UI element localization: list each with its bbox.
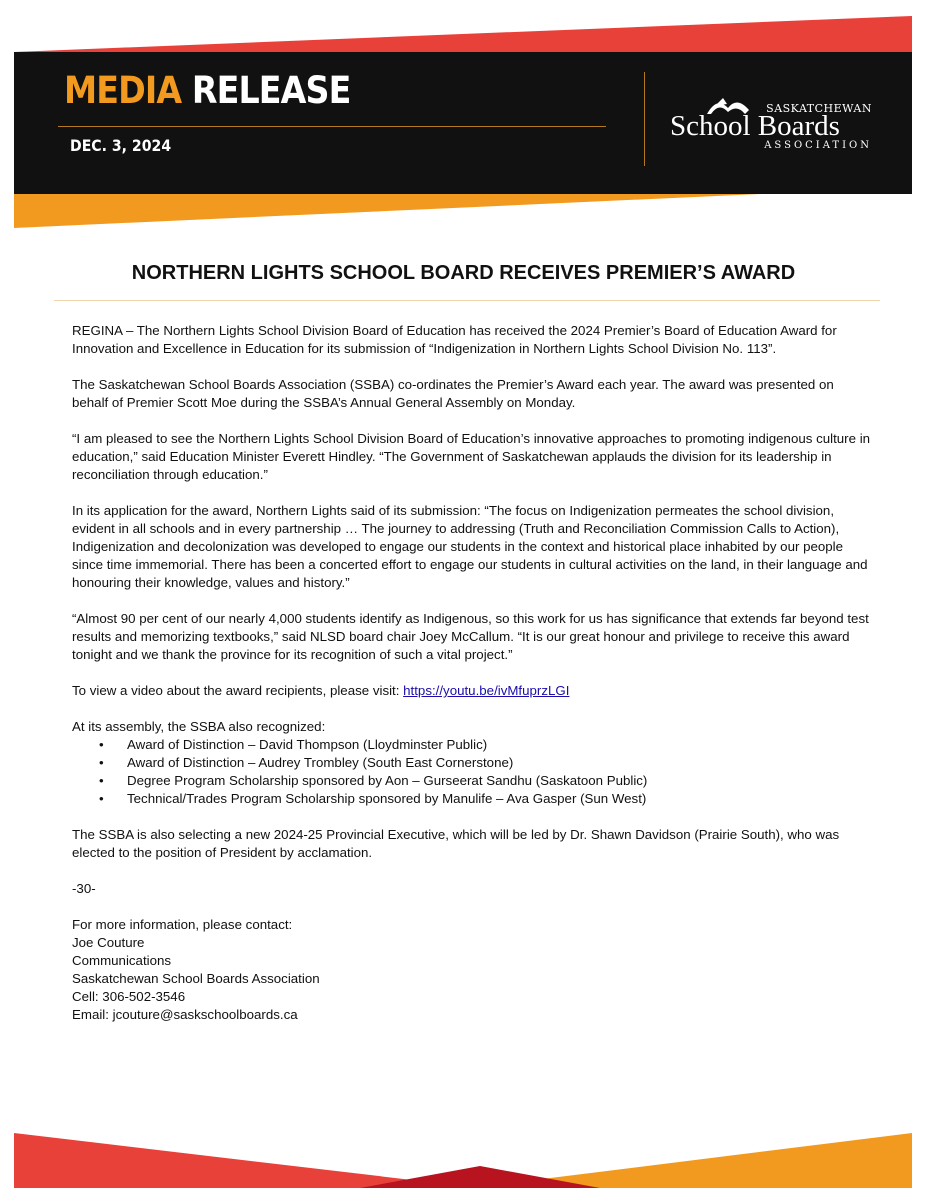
banner-orange-stripe: [14, 194, 760, 228]
video-paragraph: [72, 682, 872, 700]
logo-line-2: School Boards: [670, 110, 840, 142]
bullet: •: [99, 791, 104, 806]
list-item: • Technical/Trades Program Scholarship sponsored by Manulife – Ava Gasper (Sun West): [99, 791, 647, 806]
video-link[interactable]: https://youtu.be/ivMfuprzLGI: [403, 683, 570, 698]
list-intro: At its assembly, the SSBA also recognized:: [72, 719, 326, 734]
title-media: MEDIA: [64, 69, 182, 112]
paragraph-5: “Almost 90 per cent of our nearly 4,000 students identify as Indigenous, so this work for us has significance that extends far beyond test results and memorizing textbooks,” said NLSD board chair Joey McCallum. “It is our great honour and privilege to receive this award tonight and we thank the province for its recognition of such a vital project.”: [72, 611, 869, 662]
bullet: •: [99, 737, 104, 752]
paragraph-3: “I am pleased to see the Northern Lights School Division Board of Education’s innovative approaches to promoting indigenous culture in education,” said Education Minister Everett Hindley. “The Government of Saskatchewan applauds the division for its leadership in reconciliation through education.”: [72, 431, 871, 482]
footer-banner: [0, 1128, 927, 1200]
recognition-list: [72, 736, 872, 808]
contact-intro: For more information, please contact:: [72, 917, 293, 932]
logo-line-1: SASKATCHEWAN: [766, 102, 872, 115]
contact-block: [72, 916, 872, 1024]
release-date: DEC. 3, 2024: [70, 136, 172, 155]
contact-name: Joe Couture: [72, 935, 145, 950]
bullet: •: [99, 773, 104, 788]
release-body: [72, 322, 872, 1024]
title-release: RELEASE: [191, 69, 351, 112]
paragraph-2: The Saskatchewan School Boards Association (SSBA) co-ordinates the Premier’s Award each year. The award was presented on behalf of Premier Scott Moe during the SSBA’s Annual General Assembly on Monday.: [72, 377, 834, 410]
title-rule: [58, 126, 606, 127]
headline-rule: [54, 300, 880, 301]
list-item: • Award of Distinction – David Thompson (Lloydminster Public): [99, 737, 488, 752]
contact-email: Email: jcouture@saskschoolboards.ca: [72, 1007, 298, 1022]
contact-org: Saskatchewan School Boards Association: [72, 971, 320, 986]
contact-cell: Cell: 306-502-3546: [72, 989, 186, 1004]
headline: NORTHERN LIGHTS SCHOOL BOARD RECEIVES PREMIER’S AWARD: [131, 262, 796, 284]
list-item: • Degree Program Scholarship sponsored by Aon – Gurseerat Sandhu (Saskatoon Public): [99, 773, 648, 788]
media-release-title: [64, 69, 351, 112]
paragraph-1: REGINA – The Northern Lights School Division Board of Education has received the 2024 Premier’s Board of Education Award for Innovation and Excellence in Education for its submission of “Indigenization in Northern Lights School Division No. 113”.: [72, 323, 837, 356]
header-divider: [644, 72, 645, 166]
paragraph-4: In its application for the award, Northern Lights said of its submission: “The focus on Indigenization permeates the school division, evident in all schools and in every partnership … The journey to addressing (Truth and Reconciliation Commission Calls to Action), Indigenization and decolonization was developed to engage our students in the context and historical place inhabited by our people since time immemorial. There has been a concerted effort to engage our students in cultural activities on the land, in their language and honouring their knowledge, values and history.”: [72, 503, 868, 590]
video-text: To view a video about the award recipients, please visit:: [72, 683, 400, 698]
bullet: •: [99, 755, 104, 770]
list-item: • Award of Distinction – Audrey Trombley (South East Cornerstone): [99, 755, 514, 770]
contact-role: Communications: [72, 953, 172, 968]
end-mark: -30-: [72, 881, 96, 896]
banner-red-stripe: [14, 16, 912, 56]
paragraph-6: The SSBA is also selecting a new 2024-25 Provincial Executive, which will be led by Dr. Shawn Davidson (Prairie South), who was elected to the position of President by acclamation.: [72, 827, 840, 860]
logo-line-3: ASSOCIATION: [764, 140, 872, 151]
